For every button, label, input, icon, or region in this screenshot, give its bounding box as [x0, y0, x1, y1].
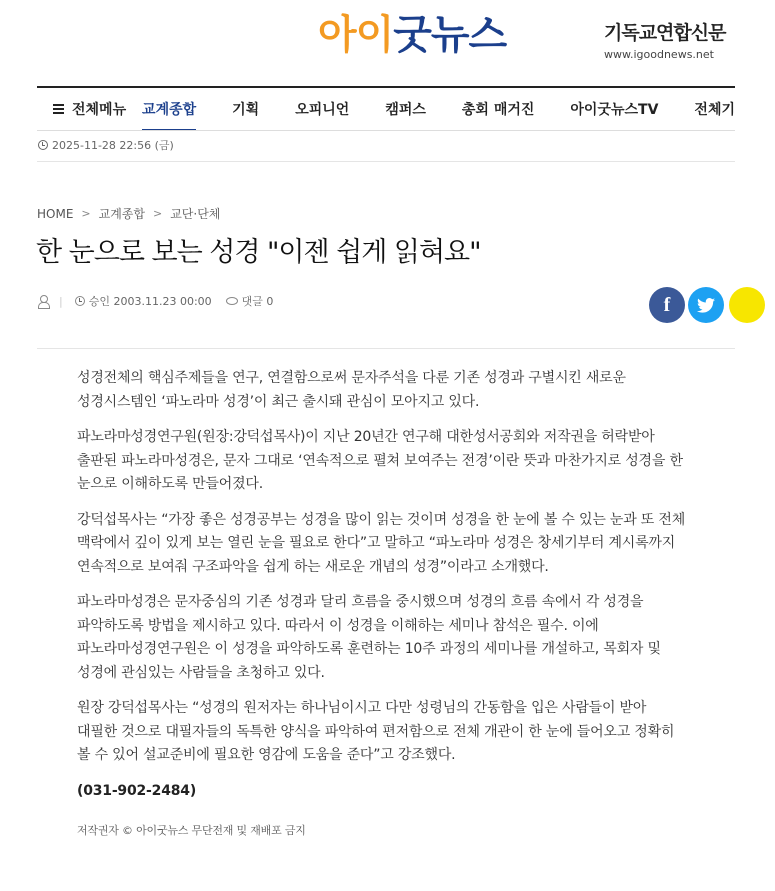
user-icon — [38, 295, 49, 308]
comment-count[interactable]: 댓글 0 — [241, 295, 274, 308]
publisher-url: www.igoodnews.net — [604, 48, 714, 61]
article-title: 한 눈으로 보는 성경 "이젠 쉽게 읽혀요" — [36, 237, 481, 268]
logo-text-part1: 아이 — [318, 12, 394, 58]
divider — [37, 161, 735, 162]
share-buttons — [640, 280, 775, 330]
site-logo[interactable] — [318, 10, 506, 60]
hamburger-icon — [53, 104, 64, 114]
main-nav — [37, 86, 735, 131]
chevron-right-icon: > — [153, 207, 163, 220]
clock-icon — [38, 140, 48, 150]
chevron-right-icon: > — [81, 207, 91, 220]
nav-item-assembly-magazine[interactable]: 총회 매거진 — [461, 102, 535, 118]
publisher-name: 기독교연합신문 — [604, 22, 726, 44]
approved-date: 승인 2003.11.23 00:00 — [88, 295, 212, 308]
contact-phone: (031-902-2484) — [77, 782, 197, 799]
all-menu-button[interactable] — [37, 88, 142, 131]
twitter-share-button[interactable] — [688, 287, 724, 323]
all-menu-label: 전체메뉴 — [72, 102, 127, 118]
clock-icon — [75, 296, 85, 306]
copyright-notice: 저작권자 © 아이굿뉴스 무단전재 및 재배포 금지 — [77, 824, 306, 837]
breadcrumb-section[interactable]: 교계종합 — [98, 207, 145, 221]
article-paragraph: 파노라마성경은 문자중심의 기존 성경과 달리 흐름을 중시했으며 성경의 흐름 속에서 각 성경을 파악하도록 방법을 제시하고 있다. 따라서 이 성경을 이해하는 세미나 참석은 필수. 이에 파노라마성경연구원은 이 성경을 파악하도록 훈련하는 10주 과정의 세미나를 개설하고, 목회자 및 성경에 관심있는 사람들을 초청하고 있다. — [77, 594, 661, 681]
comment-icon — [226, 297, 238, 305]
meta-separator: | — [59, 294, 63, 308]
nav-item-general[interactable]: 교계종합 — [142, 88, 196, 131]
breadcrumb — [37, 205, 220, 222]
breadcrumb-home[interactable]: HOME — [37, 206, 74, 221]
nav-item-campus[interactable]: 캠퍼스 — [385, 102, 426, 118]
current-date-text: 2025-11-28 22:56 (금) — [52, 139, 174, 152]
nav-item-feature[interactable]: 기획 — [232, 102, 260, 118]
article-paragraph: 원장 강덕섭목사는 “성경의 원저자는 하나님이시고 다만 성령님의 간동함을 입은 사람들이 받아 대필한 것으로 대필자들의 독특한 양식을 파악하여 편저함으로 전체 개관이 한 눈에 들어오고 정확히 볼 수 있어 설교준비에 필요한 영감에 도움을 준다”고 강조했다. — [77, 700, 675, 763]
article-paragraph: 강덕섭목사는 “가장 좋은 성경공부는 성경을 많이 읽는 것이며 성경을 한 눈에 볼 수 있는 눈과 또 전체 맥락에서 깊이 있게 보는 열린 눈을 필요로 한다”고 말하고 “파노라마 성경은 창세기부터 계시록까지 연속적으로 보여줘 구조파악을 쉽게 하는 새로운 개념의 성경”이라고 소개했다. — [77, 511, 686, 575]
kakaostory-share-button[interactable] — [729, 287, 765, 323]
current-date — [38, 137, 174, 153]
facebook-share-button[interactable] — [649, 287, 685, 323]
publisher-block — [604, 18, 725, 61]
breadcrumb-subsection[interactable]: 교단·단체 — [170, 207, 221, 221]
facebook-icon: f — [663, 293, 671, 316]
nav-item-igoodnews-tv[interactable]: 아이굿뉴스TV — [570, 102, 659, 118]
nav-item-all-articles[interactable]: 전체기 — [694, 102, 735, 118]
twitter-icon — [697, 298, 715, 313]
logo-text-part2: 굿뉴스 — [393, 12, 507, 58]
article-paragraph: 파노라마성경연구원(원장:강덕섭목사)이 지난 20년간 연구해 대한성서공회와 저작권을 허락받아 출판된 파노라마성경은, 문자 그대로 ‘연속적으로 펼쳐 보여주는 전경’이란 뜻과 마찬가지로 성경을 한 눈으로 이해하도록 만들어졌다. — [77, 429, 683, 492]
article-meta — [38, 293, 273, 309]
article-body — [77, 367, 687, 855]
article-paragraph: 성경전체의 핵심주제들을 연구, 연결함으로써 문자주석을 다룬 기존 성경과 구별시킨 새로운 성경시스템인 ‘파노라마 성경’이 최근 출시돼 관심이 모아지고 있다. — [77, 370, 626, 410]
divider — [37, 348, 735, 349]
nav-item-opinion[interactable]: 오피니언 — [295, 102, 350, 118]
